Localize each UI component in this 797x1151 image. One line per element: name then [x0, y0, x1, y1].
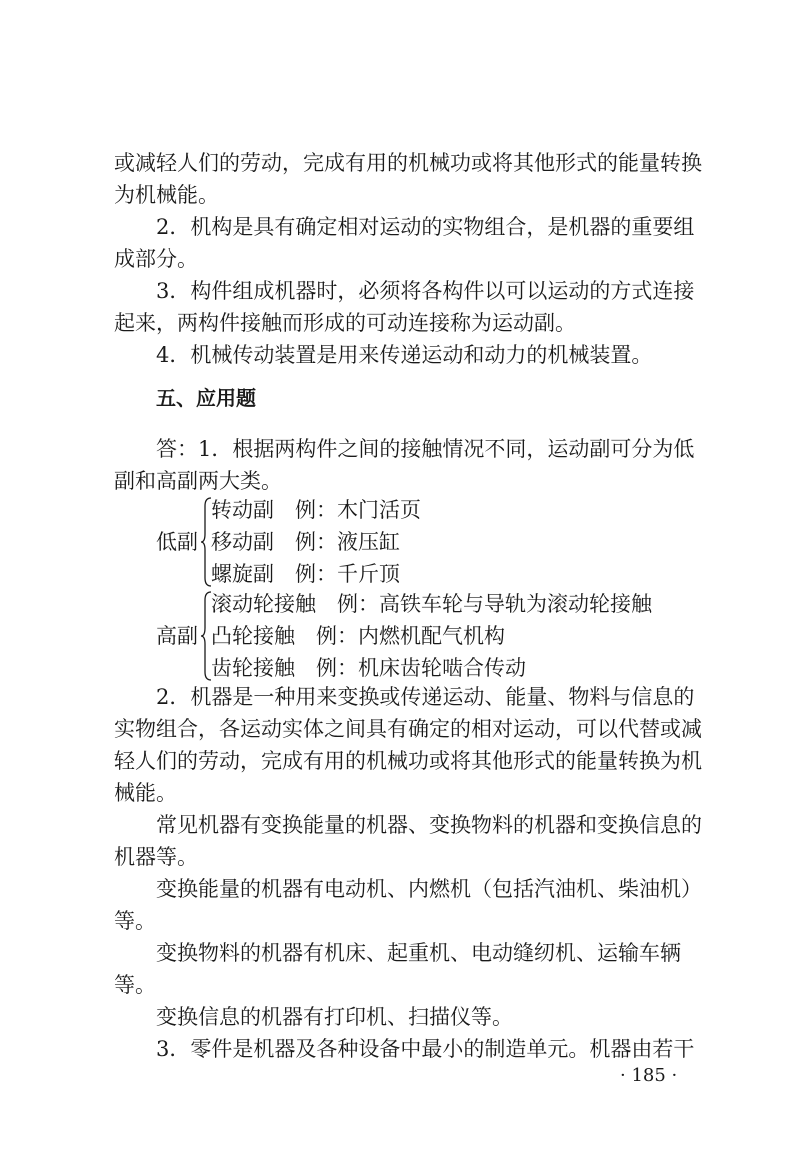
paragraph-answer-3: 3．零件是机器及各种设备中最小的制造单元。机器由若干 — [156, 1037, 695, 1061]
lower-pair-item: 转动副 例：木门活页 — [211, 498, 421, 522]
paragraph-common-machines: 常见机器有变换能量的机器、变换物料的机器和变换信息的机器等。 — [114, 813, 702, 869]
lower-pair-label: 低副 — [156, 530, 198, 554]
section-heading: 五、应用题 — [156, 386, 256, 410]
lower-pair-item: 移动副 例：液压缸 — [211, 530, 400, 554]
higher-pair-item: 滚动轮接触 例：高铁车轮与导轨为滚动轮接触 — [211, 592, 652, 616]
paragraph-energy-machines: 变换能量的机器有电动机、内燃机（包括汽油机、柴油机）等。 — [114, 877, 702, 933]
paragraph-material-machines: 变换物料的机器有机床、起重机、电动缝纫机、运输车辆等。 — [114, 941, 681, 997]
higher-pair-item: 凸轮接触 例：内燃机配气机构 — [211, 624, 505, 648]
paragraph-answer-2: 2．机器是一种用来变换或传递运动、能量、物料与信息的实物组合，各运动实体之间具有确定的相对运动，可以代替或减轻人们的劳动，完成有用的机械功或将其他形式的能量转换为机械能。 — [114, 685, 702, 805]
paragraph-information-machines: 变换信息的机器有打印机、扫描仪等。 — [156, 1005, 513, 1029]
higher-pair-label: 高副 — [156, 624, 198, 648]
lower-pair-item: 螺旋副 例：千斤顶 — [211, 562, 400, 586]
paragraph-kinematic-pair: 3．构件组成机器时，必须将各构件以可以运动的方式连接起来，两构件接触而形成的可动连接称为运动副。 — [114, 279, 695, 335]
paragraph-answer-1: 答：1．根据两构件之间的接触情况不同，运动副可分为低副和高副两大类。 — [114, 437, 695, 493]
paragraph-transmission: 4．机械传动装置是用来传递运动和动力的机械装置。 — [156, 343, 653, 367]
higher-pair-item: 齿轮接触 例：机床齿轮啮合传动 — [211, 656, 526, 680]
paragraph-mechanism: 2．机构是具有确定相对运动的实物组合，是机器的重要组成部分。 — [114, 215, 695, 271]
page-number: · 185 · — [620, 1065, 678, 1086]
paragraph-continuation: 或减轻人们的劳动，完成有用的机械功或将其他形式的能量转换为机械能。 — [114, 151, 702, 207]
